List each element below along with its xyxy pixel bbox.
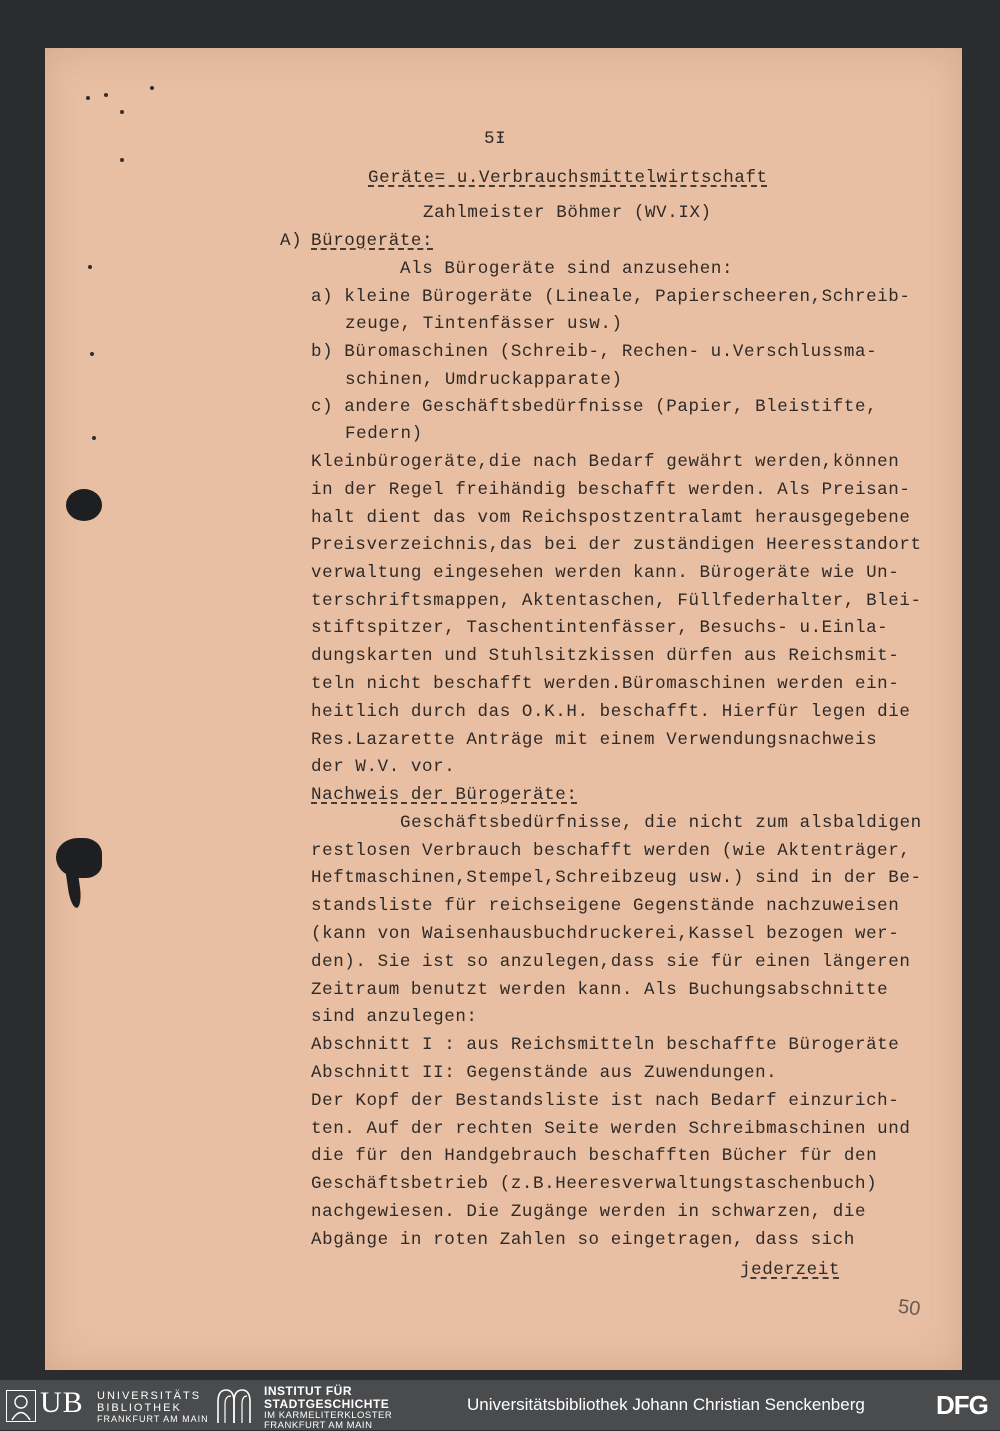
text-line: Als Bürogeräte sind anzusehen: [400,259,734,279]
text-line: b) Büromaschinen (Schreib-, Rechen- u.Verschlussma- [311,342,878,362]
text-line: Res.Lazarette Anträge mit einem Verwendungsnachweis [311,730,878,750]
text-line: in der Regel freihändig beschafft werden. Als Preisan- [311,480,911,500]
subsection-heading: Nachweis der Bürogeräte: [311,785,578,805]
document-title: Geräte= u.Verbrauchsmittelwirtschaft [368,168,768,188]
ub-logo-letters: UB [40,1386,84,1419]
margin-speck [90,352,94,356]
text-line: Abgänge in roten Zahlen so eingetragen, dass sich [311,1230,855,1250]
text-line: dungskarten und Stuhlsitzkissen dürfen aus Reichsmit- [311,646,900,666]
text-line: teln nicht beschafft werden.Büromaschinen werden ein- [311,674,900,694]
text-line: Der Kopf der Bestandsliste ist nach Bedarf einzurich- [311,1091,900,1111]
text-line: ten. Auf der rechten Seite werden Schreibmaschinen und [311,1119,911,1139]
margin-speck [86,96,90,100]
catchword: jederzeit [740,1260,840,1280]
text-line: c) andere Geschäftsbedürfnisse (Papier, Bleistifte, [311,397,878,417]
margin-speck [104,93,108,97]
margin-speck [120,110,124,114]
ub-line-1: UNIVERSITÄTS [97,1390,202,1402]
text-line: zeuge, Tintenfässer usw.) [345,314,623,334]
ub-line-2: BIBLIOTHEK [97,1402,182,1414]
footer-bar [0,1380,1000,1430]
library-name: Universitätsbibliothek Johann Christian Senckenberg [467,1395,865,1414]
text-line: die für den Handgebrauch beschafften Bücher für den [311,1146,878,1166]
document-subtitle: Zahlmeister Böhmer (WV.IX) [423,203,712,223]
text-line: halt dient das vom Reichspostzentralamt herausgegebene [311,508,911,528]
punch-hole-torn [56,838,102,878]
institute-line-2: STADTGESCHICHTE [264,1397,390,1411]
ub-logo-icon [6,1390,36,1422]
punch-hole [66,489,102,521]
text-line: heitlich durch das O.K.H. beschafft. Hierfür legen die [311,702,911,722]
margin-speck [150,86,154,90]
text-line: Abschnitt I : aus Reichsmitteln beschaffte Bürogeräte [311,1035,900,1055]
text-line: Kleinbürogeräte,die nach Bedarf gewährt werden,können [311,452,900,472]
section-heading: Bürogeräte: [311,231,434,251]
margin-speck [88,265,92,269]
ub-line-3: FRANKFURT AM MAIN [97,1414,209,1424]
text-line: schinen, Umdruckapparate) [345,370,623,390]
folio-number: 50 [896,1295,922,1321]
institute-logo-icon [215,1388,253,1424]
institute-line-1: INSTITUT FÜR [264,1384,352,1398]
text-line: Preisverzeichnis,das bei der zuständigen Heeresstandort [311,535,922,555]
text-line: stiftspitzer, Taschentintenfässer, Besuchs- u.Einla- [311,618,889,638]
text-line: Heftmaschinen,Stempel,Schreibzeug usw.) sind in der Be- [311,868,922,888]
text-line: restlosen Verbrauch beschafft werden (wie Aktenträger, [311,841,911,861]
institute-line-4: FRANKFURT AM MAIN [264,1420,373,1431]
text-line: sind anzulegen: [311,1007,478,1027]
text-line: den). Sie ist so anzulegen,dass sie für einen längeren [311,952,911,972]
institute-line-3: IM KARMELITERKLOSTER [264,1410,393,1421]
text-line: Geschäftsbedürfnisse, die nicht zum alsbaldigen [400,813,922,833]
section-label: A) [280,231,303,251]
text-line: a) kleine Bürogeräte (Lineale, Papierscheeren,Schreib- [311,287,911,307]
dfg-logo: DFG [936,1390,988,1420]
margin-speck [92,436,96,440]
text-line: Geschäftsbetrieb (z.B.Heeresverwaltungstaschenbuch) [311,1174,878,1194]
text-line: nachgewiesen. Die Zugänge werden in schwarzen, die [311,1202,867,1222]
margin-speck [120,158,124,162]
text-line: der W.V. vor. [311,757,456,777]
page-mark: 5Ɨ [484,129,507,149]
text-line: Abschnitt II: Gegenstände aus Zuwendungen. [311,1063,778,1083]
text-line: standsliste für reichseigene Gegenstände nachzuweisen [311,896,900,916]
text-line: verwaltung eingesehen werden kann. Bürogeräte wie Un- [311,563,900,583]
text-line: Federn) [345,424,423,444]
text-line: (kann von Waisenhausbuchdruckerei,Kassel bezogen wer- [311,924,900,944]
text-line: Zeitraum benutzt werden kann. Als Buchungsabschnitte [311,980,889,1000]
text-line: terschriftsmappen, Aktentaschen, Füllfederhalter, Blei- [311,591,922,611]
